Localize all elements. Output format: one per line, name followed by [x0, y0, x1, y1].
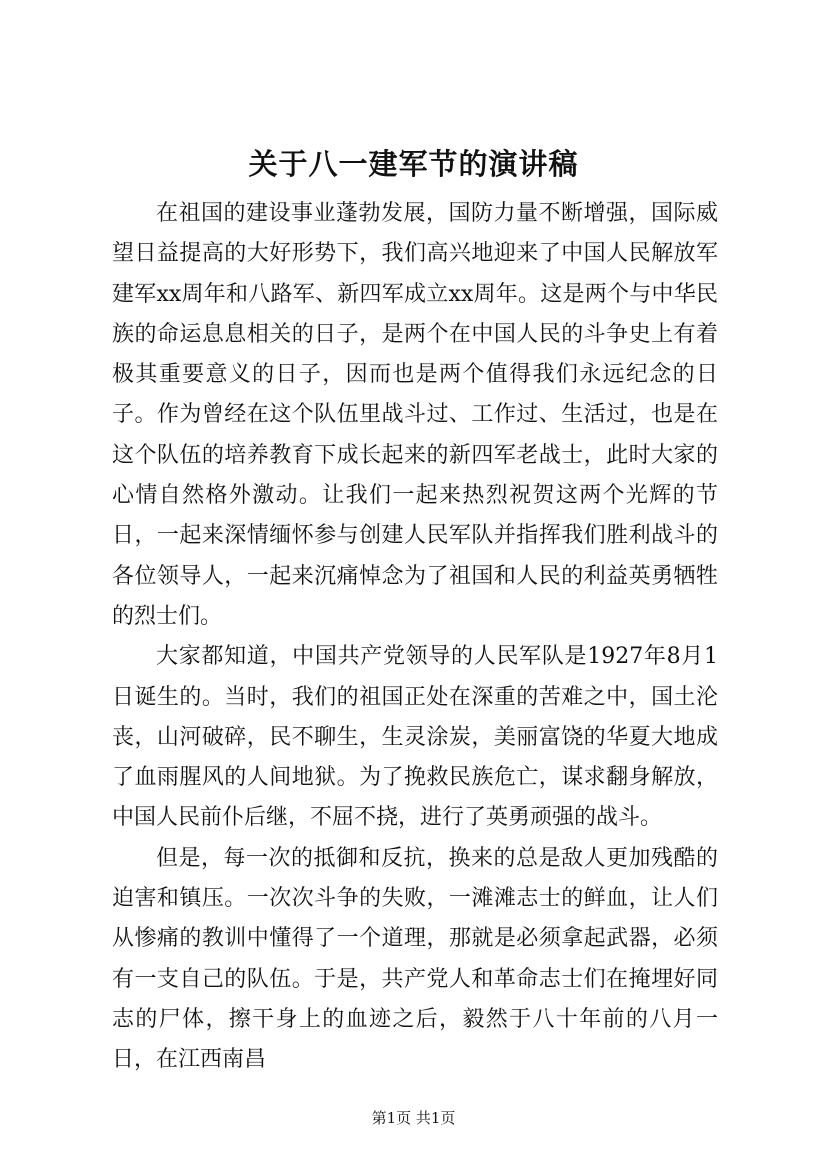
- paragraph-1: 在祖国的建设事业蓬勃发展，国防力量不断增强，国际威望日益提高的大好形势下，我们高兴地迎来了中国人民解放军建军xx周年和八路军、新四军成立xx周年。这是两个与中华民族的命运息息相关的日子，是两个在中国人民的斗争史上有着极其重要意义的日子，因而也是两个值得我们永远纪念的日子。作为曾经在这个队伍里战斗过、工作过、生活过，也是在这个队伍的培养教育下成长起来的新四军老战士，此时大家的心情自然格外激动。让我们一起来热烈祝贺这两个光辉的节日，一起来深情缅怀参与创建人民军队并指挥我们胜利战斗的各位领导人，一起来沉痛悼念为了祖国和人民的利益英勇牺牲的烈士们。: [112, 201, 718, 629]
- paragraph-2: 大家都知道，中国共产党领导的人民军队是1927年8月1日诞生的。当时，我们的祖国正处在深重的苦难之中，国土沦丧，山河破碎，民不聊生，生灵涂炭，美丽富饶的华夏大地成了血雨腥风的人间地狱。为了挽救民族危亡，谋求翻身解放，中国人民前仆后继，不屈不挠，进行了英勇顽强的战斗。: [112, 644, 718, 831]
- document-body: [112, 194, 718, 1081]
- page-number-footer: 第1页 共1页: [371, 1109, 456, 1127]
- paragraph-3: 但是，每一次的抵御和反抗，换来的总是敌人更加残酷的迫害和镇压。一次次斗争的失败，一滩滩志士的鲜血，让人们从惨痛的教训中懂得了一个道理，那就是必须拿起武器，必须有一支自己的队伍。于是，共产党人和革命志士们在掩埋好同志的尸体，擦干身上的血迹之后，毅然于八十年前的八月一日，在江西南昌: [112, 845, 718, 1073]
- document-title: 关于八一建军节的演讲稿: [248, 147, 579, 181]
